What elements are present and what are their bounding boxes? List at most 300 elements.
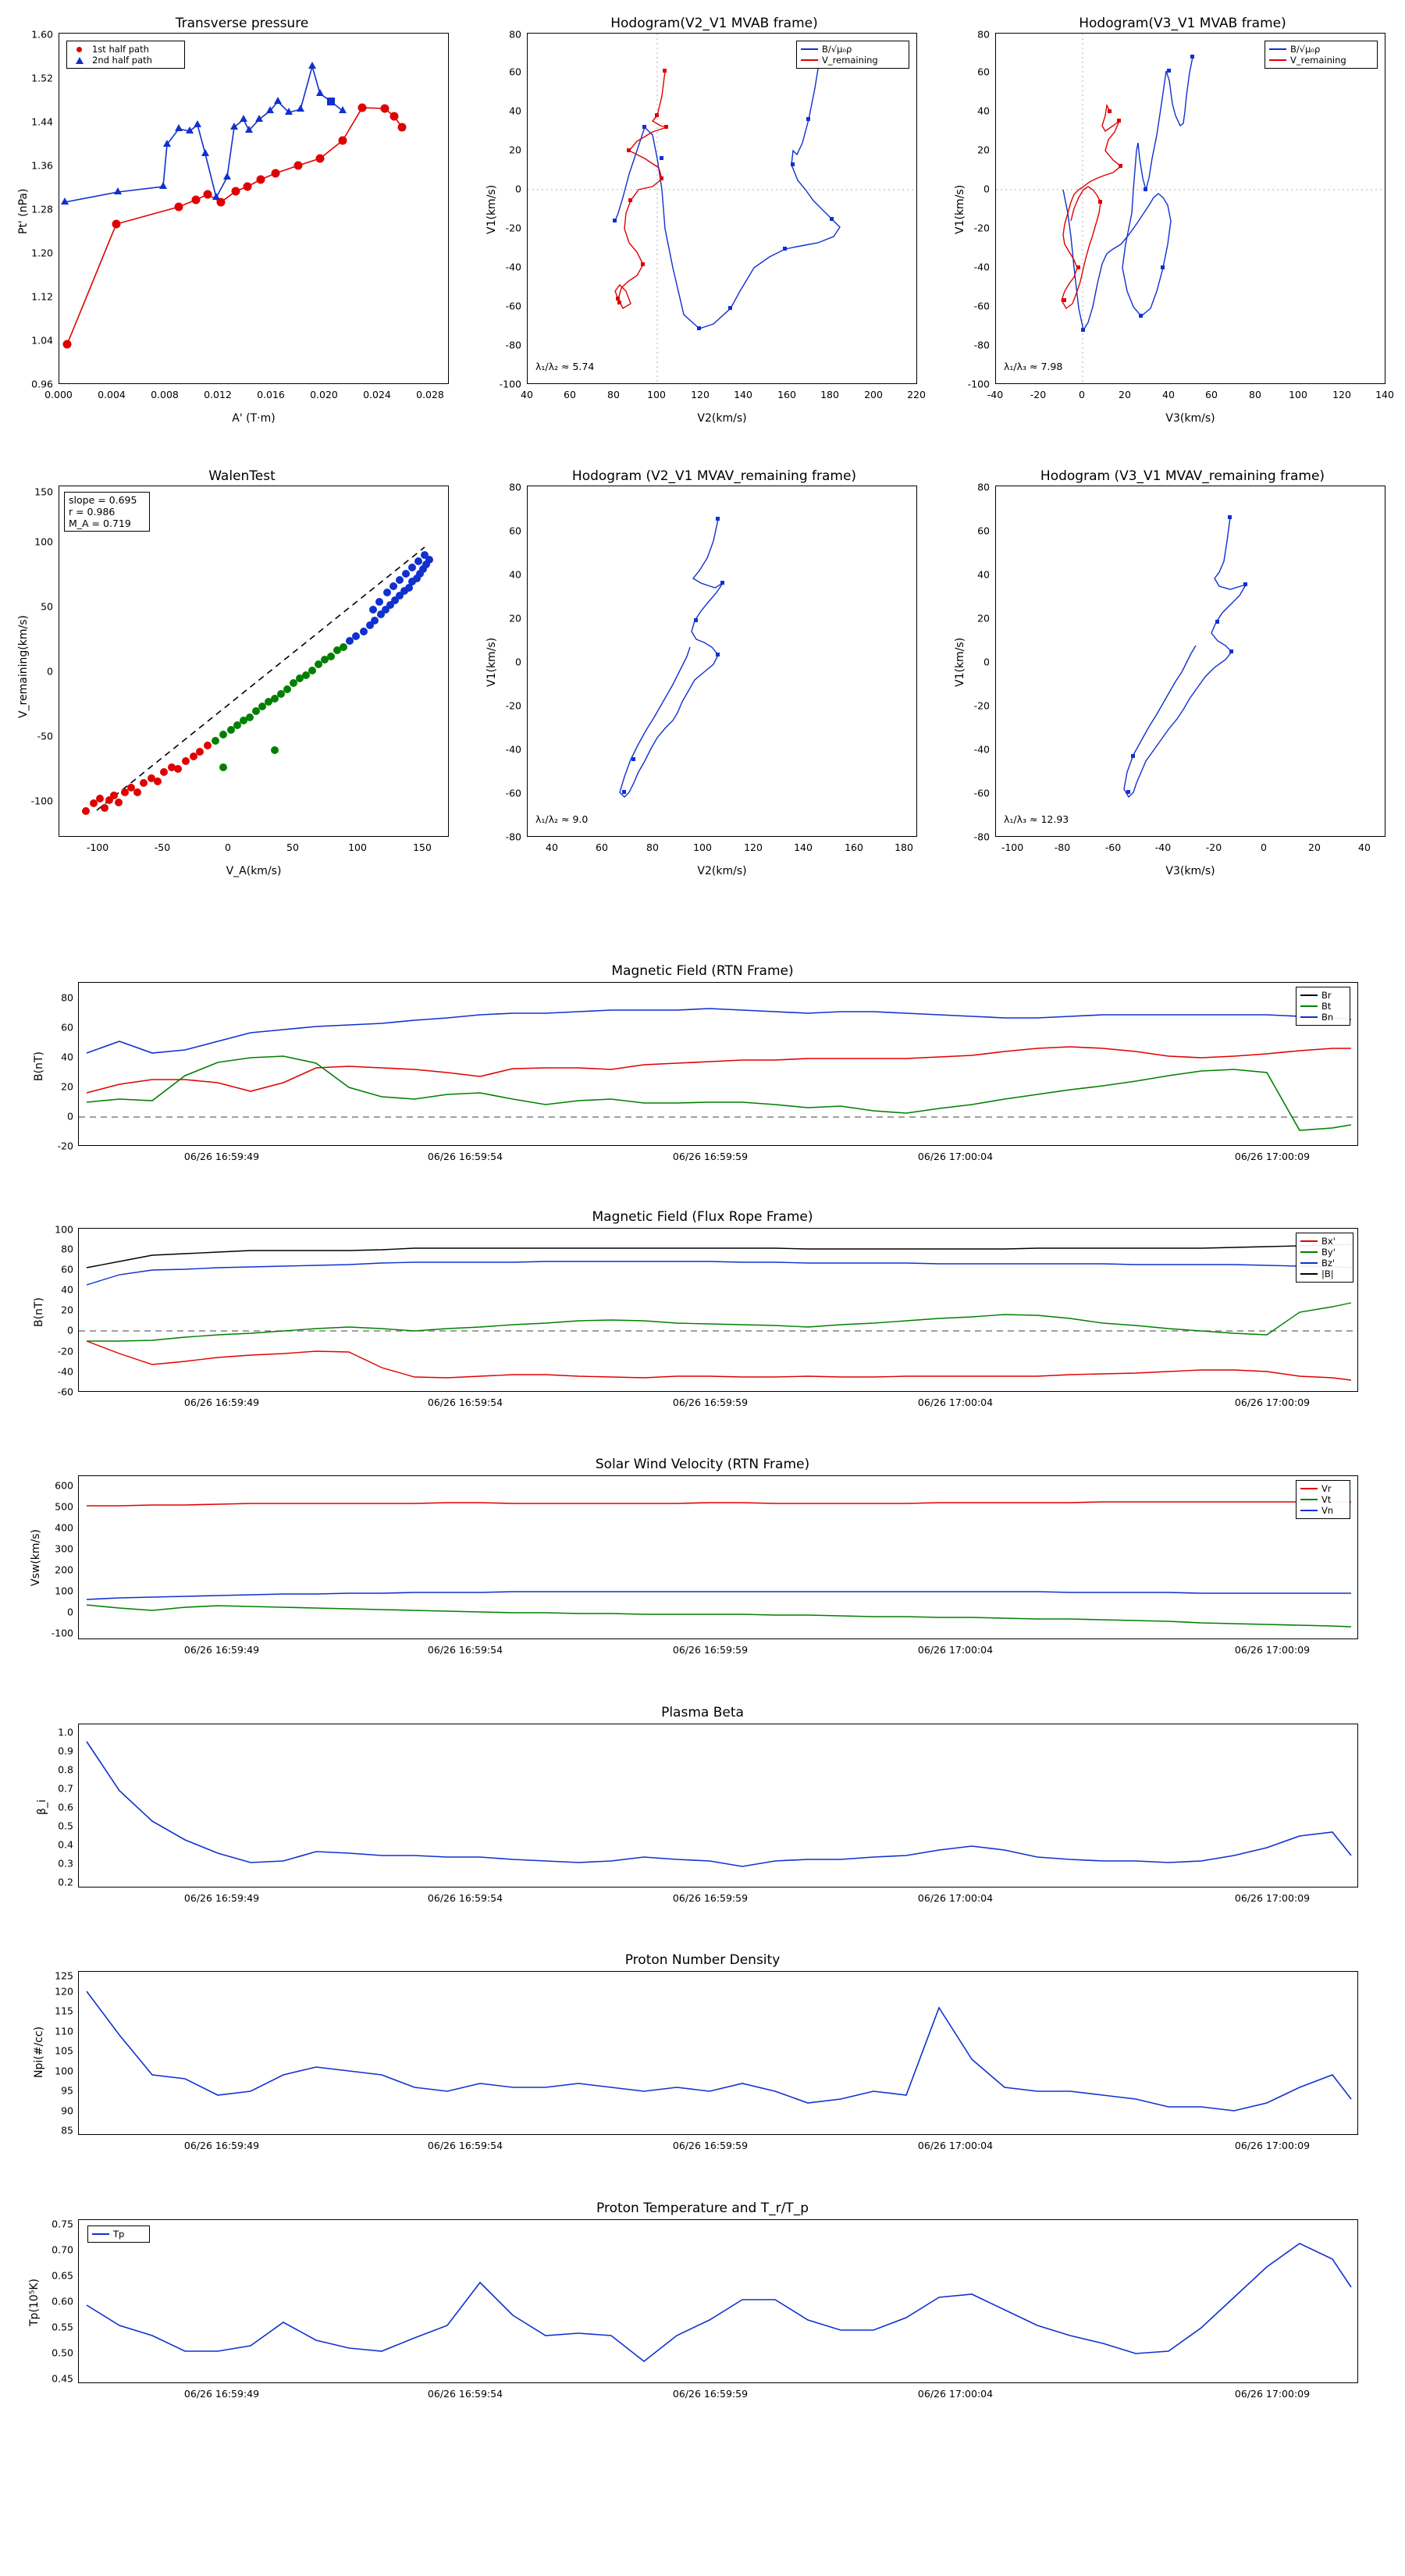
y-tick: -80: [505, 339, 521, 351]
x-tick: -80: [1054, 841, 1071, 853]
panel-plasma-beta: [0, 1702, 1405, 1936]
eigenvalue-ratio-annotation: λ₁/λ₃ ≈ 7.98: [1004, 361, 1063, 372]
x-tick: 40: [1162, 389, 1175, 400]
x-tick: -20: [1030, 389, 1047, 400]
y-tick: 200: [55, 1564, 73, 1576]
x-tick: -100: [1001, 841, 1024, 853]
x-tick: 140: [794, 841, 813, 853]
legend-item: [71, 44, 180, 55]
legend-label: Vr: [1321, 1483, 1332, 1494]
x-tick: 60: [596, 841, 608, 853]
slope-value: slope = 0.695: [69, 494, 137, 506]
x-tick: 06/26 16:59:59: [672, 1397, 749, 1408]
y-axis-label: Tp(10⁵K): [28, 2279, 41, 2326]
y-tick: 1.52: [31, 72, 53, 84]
y-tick: 100: [55, 2065, 73, 2077]
x-tick: 50: [286, 841, 299, 853]
y-tick: 1.36: [31, 159, 53, 172]
y-tick: 20: [977, 612, 990, 624]
legend-label: Bz': [1321, 1258, 1336, 1268]
panel-title: Hodogram (V2_V1 MVAV_remaining frame): [571, 468, 857, 484]
y-tick: 0.65: [52, 2269, 73, 2282]
y-tick: -60: [505, 300, 521, 312]
legend: [66, 41, 185, 69]
x-tick: 06/26 16:59:49: [183, 1892, 260, 1904]
x-tick: 0.000: [44, 389, 73, 400]
proton-temperature-series: [79, 2220, 1358, 2383]
panel-solar-wind-velocity-rtn: [0, 1453, 1405, 1688]
y-axis-label: B(nT): [33, 1297, 45, 1327]
x-tick: 06/26 16:59:54: [427, 1892, 503, 1904]
x-tick: 06/26 17:00:04: [917, 1151, 994, 1162]
hodogram-series: [528, 486, 917, 837]
x-tick: 40: [546, 841, 558, 853]
x-tick: 06/26 16:59:59: [672, 2388, 749, 2400]
x-tick: 06/26 17:00:04: [917, 1892, 994, 1904]
y-tick: -20: [973, 699, 990, 712]
y-tick: 20: [509, 144, 521, 156]
panel-walen-test: [0, 453, 468, 906]
legend-item: [92, 2229, 145, 2240]
y-axis-label: V_remaining(km/s): [17, 615, 30, 718]
x-tick: 06/26 17:00:09: [1234, 1892, 1311, 1904]
y-tick: 1.04: [31, 334, 53, 347]
x-tick: 80: [1249, 389, 1261, 400]
y-tick: -60: [973, 300, 990, 312]
y-tick: 120: [55, 1985, 73, 1998]
legend: [796, 41, 909, 69]
x-tick: 06/26 17:00:09: [1234, 2388, 1311, 2400]
x-tick: 160: [777, 389, 796, 400]
y-axis-label: V1(km/s): [486, 184, 498, 234]
plot-area: [527, 486, 917, 837]
eigenvalue-ratio-annotation: λ₁/λ₃ ≈ 12.93: [1004, 813, 1069, 825]
y-tick: 60: [509, 525, 521, 537]
x-tick: 06/26 16:59:54: [427, 1644, 503, 1656]
line-swatch: [1300, 1488, 1318, 1489]
legend-label: Tp: [113, 2229, 125, 2240]
y-tick: 85: [61, 2124, 73, 2137]
plot-area: [78, 982, 1358, 1146]
magnetic-field-rtn-series: [79, 983, 1358, 1146]
y-tick: -40: [505, 743, 521, 756]
x-tick: 40: [1358, 841, 1371, 853]
panel-hodogram-v2v1-mvav: [468, 453, 937, 906]
y-tick: -80: [505, 831, 521, 843]
x-tick: 06/26 16:59:49: [183, 1151, 260, 1162]
y-tick: 80: [509, 481, 521, 493]
y-tick: 20: [61, 1080, 73, 1093]
y-axis-label: β_i: [36, 1799, 48, 1815]
y-tick: 90: [61, 2105, 73, 2117]
legend: [1296, 1480, 1350, 1519]
line-swatch: [1300, 1240, 1318, 1242]
legend-label: 1st half path: [92, 44, 149, 55]
legend-label: |B|: [1321, 1268, 1334, 1279]
x-tick: 0.004: [98, 389, 126, 400]
legend-item: [1300, 1258, 1349, 1268]
plot-area: [78, 1724, 1358, 1888]
line-swatch: [801, 59, 818, 61]
y-tick: 80: [977, 28, 990, 41]
y-tick: 1.20: [31, 247, 53, 259]
x-tick: 40: [521, 389, 533, 400]
y-tick: -60: [57, 1386, 73, 1398]
correlation-value: r = 0.986: [69, 506, 116, 518]
panel-hodogram-v3v1-mvav: [937, 453, 1405, 906]
panel-title: Transverse pressure: [175, 16, 309, 31]
x-tick: 06/26 17:00:04: [917, 2388, 994, 2400]
y-tick: 60: [509, 66, 521, 78]
x-axis-label: V3(km/s): [1165, 412, 1215, 425]
panel-hodogram-v2v1-mvab: [468, 0, 937, 453]
x-tick: 60: [1205, 389, 1218, 400]
y-tick: -60: [973, 787, 990, 799]
y-tick: 60: [977, 66, 990, 78]
legend-label: Vt: [1321, 1494, 1332, 1505]
panel-title: Proton Temperature and T_r/T_p: [596, 2201, 809, 2216]
hodogram-series: [996, 34, 1385, 384]
y-tick: 0.6: [58, 1801, 73, 1813]
plot-area: [59, 33, 449, 384]
panel-proton-number-density: [0, 1949, 1405, 2183]
x-tick: 0.028: [416, 389, 444, 400]
x-tick: 100: [1289, 389, 1307, 400]
hodogram-series: [996, 486, 1385, 837]
x-tick: -40: [1154, 841, 1172, 853]
y-axis-label: Pt' (nPa): [17, 188, 30, 234]
x-tick: 100: [693, 841, 712, 853]
panel-title: Hodogram(V2_V1 MVAB frame): [610, 16, 818, 31]
y-tick: 0.2: [58, 1876, 73, 1888]
x-axis-label: V2(km/s): [697, 412, 747, 425]
y-tick: 95: [61, 2084, 73, 2097]
legend-item: [1300, 990, 1346, 1001]
x-tick: 0.012: [204, 389, 232, 400]
panel-title: Plasma Beta: [661, 1705, 744, 1720]
x-tick: 06/26 16:59:54: [427, 2140, 503, 2151]
y-tick: 0.75: [52, 2218, 73, 2230]
line-swatch: [1300, 994, 1318, 996]
line-swatch: [1300, 1016, 1318, 1018]
y-tick: -20: [973, 222, 990, 234]
y-tick: 100: [55, 1585, 73, 1597]
legend-item: [1269, 44, 1373, 55]
y-tick: 0.8: [58, 1763, 73, 1776]
y-tick: 80: [61, 1243, 73, 1255]
line-swatch: [1300, 1510, 1318, 1511]
x-tick: 180: [895, 841, 913, 853]
y-tick: 80: [977, 481, 990, 493]
legend-item: [1300, 1247, 1349, 1258]
x-tick: 140: [1375, 389, 1394, 400]
y-tick: 0: [67, 1324, 73, 1336]
y-axis-label: V1(km/s): [954, 184, 966, 234]
y-tick: 40: [977, 105, 990, 117]
y-tick: 100: [34, 535, 53, 548]
x-tick: 06/26 17:00:09: [1234, 1151, 1311, 1162]
y-tick: 20: [509, 612, 521, 624]
x-tick: 0.024: [363, 389, 391, 400]
proton-number-density-series: [79, 1972, 1358, 2135]
triangle-marker-icon: [71, 55, 88, 65]
x-tick: 0.008: [151, 389, 179, 400]
y-tick: 50: [41, 600, 53, 613]
y-tick: 0.50: [52, 2347, 73, 2359]
x-tick: 120: [744, 841, 763, 853]
x-tick: 200: [864, 389, 883, 400]
x-tick: 0: [225, 841, 231, 853]
line-swatch: [1300, 1005, 1318, 1007]
line-swatch: [1300, 1251, 1318, 1253]
y-tick: 20: [977, 144, 990, 156]
x-tick: 20: [1308, 841, 1321, 853]
y-tick: 0.9: [58, 1745, 73, 1757]
x-tick: 06/26 17:00:04: [917, 1397, 994, 1408]
x-tick: 06/26 16:59:59: [672, 1892, 749, 1904]
y-tick: -40: [505, 261, 521, 273]
y-tick: 60: [61, 1021, 73, 1034]
line-swatch: [1300, 1273, 1318, 1275]
line-swatch: [1300, 1499, 1318, 1500]
y-tick: 40: [509, 105, 521, 117]
legend-label: V_remaining: [1290, 55, 1346, 66]
x-axis-label: V2(km/s): [697, 865, 747, 877]
circle-marker-icon: [71, 44, 88, 54]
x-tick: 120: [691, 389, 710, 400]
y-tick: -100: [51, 1627, 73, 1639]
x-tick: 140: [734, 389, 752, 400]
y-tick: 0.70: [52, 2243, 73, 2256]
y-tick: 0.3: [58, 1857, 73, 1870]
legend: [1264, 41, 1378, 69]
y-tick: 500: [55, 1500, 73, 1513]
eigenvalue-ratio-annotation: λ₁/λ₂ ≈ 9.0: [535, 813, 589, 825]
legend-label: Br: [1321, 990, 1332, 1001]
y-tick: 400: [55, 1521, 73, 1534]
eigenvalue-ratio-annotation: λ₁/λ₂ ≈ 5.74: [535, 361, 595, 372]
x-tick: 120: [1332, 389, 1351, 400]
x-tick: 06/26 17:00:09: [1234, 1644, 1311, 1656]
line-swatch: [1269, 59, 1286, 61]
x-tick: -40: [987, 389, 1004, 400]
y-tick: 40: [61, 1283, 73, 1296]
y-tick: 40: [977, 568, 990, 581]
line-swatch: [801, 48, 818, 50]
y-axis-label: Npi(#/cc): [33, 2026, 45, 2078]
y-tick: -100: [967, 378, 990, 390]
x-tick: 150: [413, 841, 432, 853]
x-tick: 80: [607, 389, 620, 400]
y-tick: -100: [30, 795, 53, 807]
x-tick: 0: [1079, 389, 1085, 400]
x-axis-label: V_A(km/s): [226, 865, 282, 877]
y-tick: 20: [61, 1304, 73, 1316]
line-swatch: [1269, 48, 1286, 50]
legend: [1296, 987, 1350, 1026]
y-tick: 105: [55, 2044, 73, 2057]
plasma-beta-series: [79, 1724, 1358, 1888]
magnetic-field-flux-rope-series: [79, 1229, 1358, 1392]
legend-item: [1300, 1236, 1349, 1247]
y-tick: 40: [61, 1051, 73, 1063]
x-tick: 06/26 17:00:09: [1234, 1397, 1311, 1408]
legend: [87, 2226, 150, 2243]
legend-item: [801, 55, 905, 66]
x-tick: 06/26 17:00:04: [917, 1644, 994, 1656]
y-tick: -100: [499, 378, 521, 390]
plot-area: [995, 486, 1385, 837]
y-tick: 0.96: [31, 378, 53, 390]
x-tick: -50: [154, 841, 171, 853]
hodogram-series: [528, 34, 917, 384]
y-tick: 0.45: [52, 2372, 73, 2385]
y-tick: 0.60: [52, 2295, 73, 2307]
y-tick: 300: [55, 1542, 73, 1555]
y-tick: 0: [515, 656, 521, 668]
x-tick: 100: [647, 389, 666, 400]
legend-label: 2nd half path: [92, 55, 152, 66]
panel-hodogram-v3v1-mvab: [937, 0, 1405, 453]
y-axis-label: B(nT): [33, 1051, 45, 1081]
y-tick: 100: [55, 1223, 73, 1236]
x-tick: 06/26 16:59:49: [183, 2140, 260, 2151]
legend-label: B/√μ₀ρ: [1290, 44, 1321, 55]
y-axis-label: Vsw(km/s): [30, 1528, 42, 1586]
y-tick: -80: [973, 831, 990, 843]
y-tick: -40: [973, 261, 990, 273]
y-tick: -60: [505, 787, 521, 799]
legend-item: [71, 55, 180, 66]
y-tick: 1.0: [58, 1726, 73, 1738]
y-tick: 1.28: [31, 203, 53, 215]
legend-item: [1300, 1483, 1346, 1494]
y-tick: 0: [67, 1606, 73, 1618]
y-axis-label: V1(km/s): [954, 637, 966, 687]
legend-label: V_remaining: [822, 55, 878, 66]
y-tick: 80: [509, 28, 521, 41]
x-tick: 60: [564, 389, 576, 400]
legend-item: [1269, 55, 1373, 66]
x-tick: 0: [1261, 841, 1267, 853]
x-tick: 0.020: [310, 389, 338, 400]
mach-number-value: M_A = 0.719: [69, 518, 131, 529]
y-tick: -40: [57, 1365, 73, 1378]
x-tick: 06/26 16:59:54: [427, 2388, 503, 2400]
y-axis-label: V1(km/s): [486, 637, 498, 687]
y-tick: 1.44: [31, 116, 53, 128]
x-tick: 06/26 17:00:09: [1234, 2140, 1311, 2151]
legend-item: [1300, 1494, 1346, 1505]
legend-item: [1300, 1001, 1346, 1012]
y-tick: 80: [61, 991, 73, 1004]
plot-area: [59, 486, 449, 837]
panel-title: Hodogram (V3_V1 MVAV_remaining frame): [1040, 468, 1325, 484]
y-tick: 150: [34, 486, 53, 498]
y-tick: 60: [61, 1263, 73, 1276]
x-tick: 80: [646, 841, 659, 853]
x-axis-label: A' (T·m): [232, 412, 276, 425]
y-tick: 0: [515, 183, 521, 195]
x-tick: 06/26 16:59:59: [672, 1644, 749, 1656]
legend-label: By': [1321, 1247, 1336, 1258]
y-tick: -20: [505, 699, 521, 712]
panel-title: Magnetic Field (RTN Frame): [611, 963, 794, 979]
y-tick: 0: [984, 183, 990, 195]
panel-title: WalenTest: [208, 468, 276, 484]
x-tick: 06/26 17:00:04: [917, 2140, 994, 2151]
x-tick: 0.016: [257, 389, 285, 400]
panel-title: Magnetic Field (Flux Rope Frame): [592, 1209, 813, 1225]
x-tick: 20: [1119, 389, 1131, 400]
y-tick: 0.55: [52, 2321, 73, 2333]
y-tick: 125: [55, 1969, 73, 1982]
plot-area: [78, 2219, 1358, 2383]
panel-transverse-pressure: [0, 0, 468, 453]
panel-title: Hodogram(V3_V1 MVAB frame): [1079, 16, 1286, 31]
y-tick: 0: [984, 656, 990, 668]
x-tick: -100: [86, 841, 109, 853]
x-tick: 06/26 16:59:49: [183, 1644, 260, 1656]
y-tick: 0: [47, 665, 53, 678]
y-tick: 110: [55, 2025, 73, 2037]
solar-wind-velocity-series: [79, 1476, 1358, 1639]
x-tick: 100: [348, 841, 367, 853]
y-tick: 115: [55, 2005, 73, 2017]
line-swatch: [1300, 1262, 1318, 1264]
x-tick: 06/26 16:59:59: [672, 1151, 749, 1162]
y-tick: 40: [509, 568, 521, 581]
legend-label: Bn: [1321, 1012, 1334, 1023]
walen-scatter: [59, 486, 449, 837]
y-tick: 1.12: [31, 290, 53, 303]
y-tick: -20: [57, 1345, 73, 1357]
x-tick: 180: [820, 389, 839, 400]
plot-area: [995, 33, 1385, 384]
transverse-pressure-series: [59, 34, 449, 384]
y-tick: 60: [977, 525, 990, 537]
legend-item: [801, 44, 905, 55]
x-tick: 06/26 16:59:54: [427, 1151, 503, 1162]
fit-statistics-annotation: [64, 492, 150, 532]
y-tick: -50: [37, 730, 53, 742]
y-tick: 0.4: [58, 1838, 73, 1851]
y-tick: 600: [55, 1479, 73, 1492]
legend: [1296, 1233, 1353, 1283]
panel-proton-temperature: [0, 2197, 1405, 2447]
x-axis-label: V3(km/s): [1165, 865, 1215, 877]
legend-item: [1300, 1268, 1349, 1279]
y-tick: 1.60: [31, 28, 53, 41]
y-tick: -40: [973, 743, 990, 756]
y-tick: -20: [57, 1140, 73, 1152]
plot-area: [78, 1228, 1358, 1392]
panel-title: Solar Wind Velocity (RTN Frame): [595, 1457, 810, 1472]
x-tick: 06/26 16:59:49: [183, 2388, 260, 2400]
y-tick: 0: [67, 1110, 73, 1123]
plot-area: [78, 1475, 1358, 1639]
panel-title: Proton Number Density: [624, 1952, 781, 1968]
plot-area: [78, 1971, 1358, 2135]
plot-area: [527, 33, 917, 384]
legend-label: Bt: [1321, 1001, 1332, 1012]
y-tick: -20: [505, 222, 521, 234]
panel-magnetic-field-flux-rope: [0, 1206, 1405, 1440]
x-tick: 06/26 16:59:59: [672, 2140, 749, 2151]
panel-magnetic-field-rtn: [0, 960, 1405, 1194]
legend-label: B/√μ₀ρ: [822, 44, 852, 55]
y-tick: 0.5: [58, 1820, 73, 1832]
